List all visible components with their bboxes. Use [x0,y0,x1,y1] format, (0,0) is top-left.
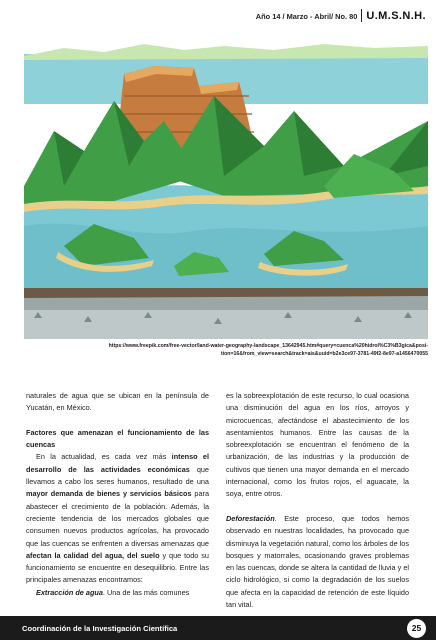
bold-text: mayor demanda de bienes y servicios básicos [26,489,192,499]
footer-title: Coordinación de la Investigación Científica [22,623,178,633]
figure-caption [60,342,428,358]
paragraph: naturales de agua que se ubican en la península de Yucatán, en México. [26,391,209,413]
text-run: que llevamos a cabo los seres humanos, resultado de una [26,464,209,487]
text-column-left [26,390,209,599]
caption-line-1: https://www.freepik.com/free-vector/land-water-geography-landscape_13642945.htm#query=cuenca%20hidrol%C3%B3gica&posi- [108,343,428,349]
text-column-right [226,390,409,611]
paragraph [226,513,409,611]
text-run: y que todo su funcionamiento se encuentre en desequilibrio. Entre las principales amenazas encontramos: [26,550,209,585]
text-run: para abastecer el crecimiento de la población. Además, la creciente tendencia de los mercados globales que consumen nuevos productos agrícolas, ha provocado que las cuencas se enfrenten a diversas amenazas que [26,489,210,548]
paragraph: es la sobreexplotación de este recurso, lo cual ocasiona una disminución del agua en los ríos, arroyos y microcuencas, afectándose el abastecimiento de los asentamientos humanos. Entre las causas de la sobreexplotación se encuentran el fenómeno de la urbanización, de las industrias y la producción de cultivos que tienen una mayor demanda en el mercado internacional, como los frutos rojos, el aguacate, la soya, entre otros. [226,391,409,499]
term-extraccion: Extracción de agua [36,587,103,597]
page-footer [0,616,436,640]
page-number: 25 [407,619,426,638]
bold-text: afectan la calidad del agua, del suelo [26,550,160,560]
paragraph-gap [226,501,409,513]
text-run: En la actualidad, es cada vez más [36,452,172,462]
journal-org: U.M.S.N.H. [366,10,426,22]
issue-info: Año 14 / Marzo - Abril/ No. 80 [255,12,358,21]
bold-text: intenso el desarrollo de las actividades económicas [26,452,210,474]
text-run: . Este proceso, que todos hemos observado en nuestras localidades, ha provocado que disminuya la vegetación natural, como los árboles de los bosques y matorrales, ocasionando graves problemas en las cuencas, donde se altera la cantidad de lluvia y el ciclo hidrológico, si como la degradación de los suelos que afecta en la capacidad de retención de este líquido tan vital. [226,513,409,610]
paragraph-gap [26,415,209,427]
paragraph [26,451,209,586]
landscape-illustration [24,26,428,339]
watershed-landscape-image [24,26,428,339]
term-deforestacion: Deforestación [226,513,275,523]
page-header [256,9,426,22]
section-heading: Factores que amenazan el funcionamiento de las cuencas [26,427,209,450]
paragraph [26,587,209,599]
text-run: . Una de las más comunes [102,587,190,597]
header-divider [361,9,362,22]
caption-line-2: tion=16&from_view=search&track=ais&uuid=b2e3ce97-3781-49f2-8e97-a1456470055 [220,351,428,357]
